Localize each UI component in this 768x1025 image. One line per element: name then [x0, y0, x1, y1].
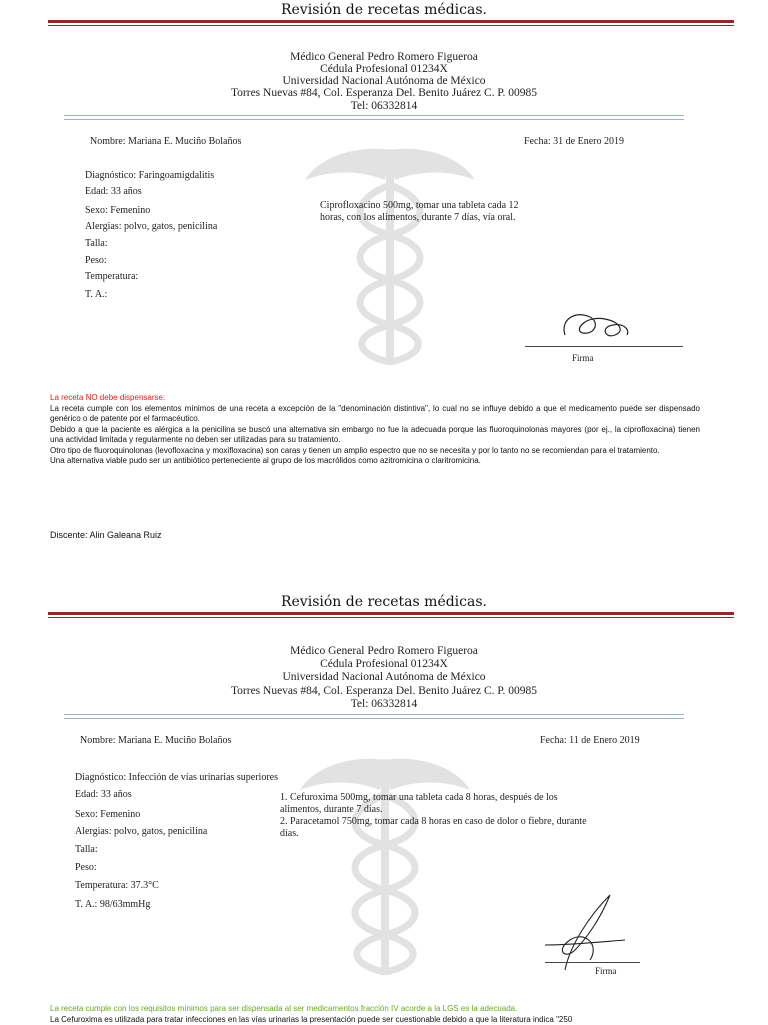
fecha-label: Fecha: — [524, 136, 551, 147]
prescription-line: días. — [280, 828, 299, 840]
diagnostico-value: Faringoamigdalitis — [139, 170, 215, 181]
prescription-line: 1. Cefuroxima 500mg, tomar una tableta cada 8 horas, después de los — [280, 792, 558, 804]
edad-field — [85, 186, 142, 197]
doctor-name: Médico General Pedro Romero Figueroa — [0, 645, 768, 658]
cedula: Cédula Profesional 01234X — [0, 658, 768, 671]
prescription-line: horas, con los alimentos, durante 7 días, vía oral. — [320, 212, 516, 224]
prescription-line: alimentos, durante 7 días. — [280, 804, 382, 816]
sexo-value: Femenino — [100, 809, 140, 820]
ta-label: T. A.: — [75, 899, 97, 910]
firma-label: Firma — [595, 966, 617, 976]
note-line: Otro tipo de fluoroquinolonas (levofloxacina y moxifloxacina) son caras y tienen un amplio espectro que no se necesita y por lo tanto no se recomiendan para el tratamiento. — [50, 446, 700, 457]
sexo-value: Femenino — [110, 205, 150, 216]
edad-field — [75, 789, 132, 800]
title-rule — [48, 20, 734, 23]
title-rule-thin — [48, 25, 734, 26]
fecha-value: 11 de Enero 2019 — [569, 735, 639, 746]
fecha-field — [540, 735, 640, 746]
sexo-field — [75, 809, 140, 820]
talla-label: Talla: — [75, 844, 98, 855]
title-rule — [48, 612, 734, 615]
sexo-field — [85, 205, 150, 216]
diagnostico-label: Diagnóstico: — [75, 772, 126, 783]
telefono: Tel: 06332814 — [0, 698, 768, 711]
nombre-label: Nombre: — [80, 735, 116, 746]
ta-field — [75, 899, 150, 910]
prescription-line: Ciprofloxacino 500mg, tomar una tableta cada 12 — [320, 200, 519, 212]
direccion: Torres Nuevas #84, Col. Esperanza Del. Benito Juárez C. P. 00985 — [0, 685, 768, 698]
caduceus-watermark-icon — [295, 745, 475, 985]
talla-label: Talla: — [85, 238, 108, 249]
fecha-field — [524, 136, 624, 147]
discente: Discente: Alin Galeana Ruiz — [50, 530, 162, 540]
note-line: La Cefuroxima es utilizada para tratar infecciones en las vías urinarias la presentación puede ser cuestionable debido a que la literatura indica "250 — [50, 1015, 700, 1025]
ta-field — [85, 289, 107, 300]
firma-line — [525, 346, 683, 347]
alergias-field — [85, 221, 217, 232]
firma-label: Firma — [572, 353, 594, 363]
nombre-field — [80, 735, 231, 746]
telefono: Tel: 06332814 — [0, 100, 768, 113]
peso-label: Peso: — [85, 255, 107, 266]
prescription-line: 2. Paracetamol 750mg, tomar cada 8 horas en caso de dolor o fiebre, durante — [280, 816, 587, 828]
note-heading: La receta NO debe dispensarse: — [50, 393, 700, 404]
diagnostico-field — [85, 170, 214, 181]
doctor-name: Médico General Pedro Romero Figueroa — [0, 51, 768, 64]
review-note — [50, 1004, 700, 1025]
temperatura-label: Temperatura: — [85, 271, 138, 282]
title-rule-thin — [48, 617, 734, 618]
section-title: Revisión de recetas médicas. — [0, 2, 768, 18]
section-title: Revisión de recetas médicas. — [0, 594, 768, 610]
peso-label: Peso: — [75, 862, 97, 873]
signature-icon — [555, 305, 635, 345]
review-note — [50, 393, 700, 467]
header-rule — [64, 115, 684, 120]
sexo-label: Sexo: — [75, 809, 98, 820]
temperatura-value: 37.3°C — [131, 880, 159, 891]
caduceus-watermark-icon — [300, 140, 480, 370]
note-line: Debido a que la paciente es alérgica a la penicilina se buscó una alternativa sin embargo no fue la adecuada porque las fluoroquinolonas mayores (por ej., la ciprofloxacina) tienen una actividad limitada y regularmente no deben ser utilizadas para su tratamiento. — [50, 425, 700, 446]
alergias-field — [75, 826, 207, 837]
temperatura-field — [75, 880, 159, 891]
note-line: La receta cumple con los elementos mínimos de una receta a excepción de la "denominación distintiva", lo cual no se influye debido a que el medicamento puede ser dispensado genérico o de patente por el farmacéutico. — [50, 404, 700, 425]
alergias-label: Alergias: — [75, 826, 111, 837]
note-heading: La receta cumple con los requisitos mínimos para ser dispensada al ser medicamentos fracción IV acorde a la LGS es la adecuada. — [50, 1004, 700, 1015]
diagnostico-label: Diagnóstico: — [85, 170, 136, 181]
cedula: Cédula Profesional 01234X — [0, 63, 768, 76]
note-line: Una alternativa viable pudo ser un antibiótico perteneciente al grupo de los macrólidos como azitromicina o claritromicina. — [50, 456, 700, 467]
nombre-field — [90, 136, 241, 147]
ta-value: 98/63mmHg — [100, 899, 151, 910]
alergias-value: polvo, gatos, penicilina — [114, 826, 207, 837]
fecha-label: Fecha: — [540, 735, 567, 746]
sexo-label: Sexo: — [85, 205, 108, 216]
universidad: Universidad Nacional Autónoma de México — [0, 75, 768, 88]
edad-label: Edad: — [85, 186, 108, 197]
nombre-value: Mariana E. Muciño Bolaños — [128, 136, 241, 147]
edad-label: Edad: — [75, 789, 98, 800]
temperatura-label: Temperatura: — [75, 880, 128, 891]
temperatura-field — [85, 271, 138, 282]
alergias-label: Alergias: — [85, 221, 121, 232]
edad-value: 33 años — [111, 186, 142, 197]
edad-value: 33 años — [101, 789, 132, 800]
direccion: Torres Nuevas #84, Col. Esperanza Del. Benito Juárez C. P. 00985 — [0, 87, 768, 100]
ta-label: T. A.: — [85, 289, 107, 300]
fecha-value: 31 de Enero 2019 — [553, 136, 624, 147]
header-rule — [64, 714, 684, 719]
nombre-label: Nombre: — [90, 136, 126, 147]
alergias-value: polvo, gatos, penicilina — [124, 221, 217, 232]
diagnostico-field — [75, 772, 278, 783]
nombre-value: Mariana E. Muciño Bolaños — [118, 735, 231, 746]
diagnostico-value: Infección de vías urinarias superiores — [129, 772, 278, 783]
firma-line — [545, 962, 640, 963]
universidad: Universidad Nacional Autónoma de México — [0, 671, 768, 684]
